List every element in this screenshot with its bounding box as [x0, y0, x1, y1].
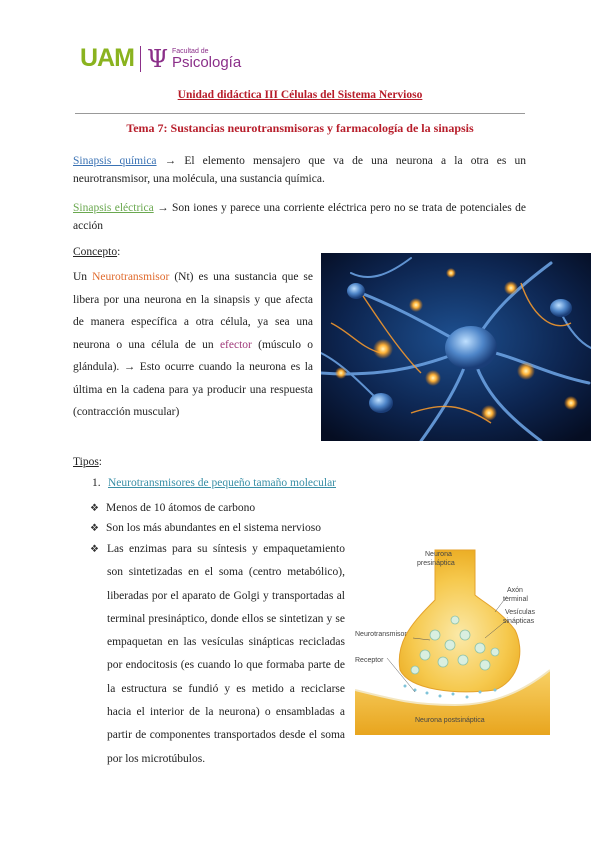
label-postsynaptic: Neurona postsináptica	[415, 717, 485, 724]
tipos-heading-text: Tipos	[73, 456, 99, 468]
concepto-paragraph	[73, 266, 313, 424]
unit-title: Unidad didáctica III Células del Sistema Nervioso	[177, 89, 423, 101]
label-vesicles-2: sinápticas	[503, 618, 535, 625]
diamond-bullet-icon: ❖	[90, 503, 99, 514]
concepto-heading	[73, 246, 120, 258]
topic-title: Tema 7: Sustancias neurotransmisoras y farmacología de la sinapsis	[126, 121, 474, 135]
logo-divider	[140, 46, 141, 72]
neurotransmisor-term: Neurotransmisor	[92, 271, 170, 283]
neuron-network-image	[321, 253, 591, 441]
synapse-diagram	[355, 540, 550, 735]
tipos-item-1	[92, 477, 336, 489]
bullet-text: Son los más abundantes en el sistema nervioso	[106, 522, 321, 534]
sinapsis-quimica-term: Sinapsis química	[73, 155, 157, 167]
bullet-item	[90, 538, 345, 765]
bullet-text: Las enzimas para su síntesis y empaquetamiento son sintetizadas en el soma (centro metabólico), liberadas por el aparato de Golgi y transportadas al terminal presináptico, donde ellos se sintetizan y se empaquetan en las vesículas sinápticas recicladas por endocitosis (es cuando lo que formaba parte de la estructura se fundió y es metido a reciclarse hacia el interior de la neurona) o ensambladas a partir de componentes transportados desde el soma por los microtúbulos.	[107, 543, 345, 765]
uam-psicologia-logo	[80, 44, 241, 73]
concepto-text-1: Un	[73, 271, 93, 283]
logo-faculty-small: Facultad de	[171, 47, 209, 55]
label-presynaptic-1: Neurona	[425, 551, 452, 558]
logo-faculty	[172, 48, 241, 70]
diamond-bullet-icon: ❖	[90, 523, 99, 534]
logo-faculty-name: Psicología	[171, 53, 242, 71]
item-label: Neurotransmisores de pequeño tamaño molecular	[108, 477, 337, 489]
bullet-item	[90, 517, 321, 540]
concepto-text-3: (músculo o glándula). → Esto ocurre cuando la neurona es la última en la cadena para ya producir una respuesta (contracción muscular)	[73, 338, 313, 418]
concepto-colon: :	[117, 246, 121, 258]
label-presynaptic-2: presináptica	[417, 560, 455, 567]
concepto-text-2: (Nt) es una sustancia que se libera por una neurona en la sinapsis y que afecta de manera específica a otra célula, ya sea una neurona o una célula de un	[73, 271, 313, 351]
label-receptor: Receptor	[355, 657, 384, 664]
sinapsis-electrica-term: Sinapsis eléctrica	[73, 202, 154, 214]
diamond-bullet-icon: ❖	[90, 544, 99, 555]
logo-uam: UAM	[80, 44, 134, 72]
label-axon-1: Axón	[507, 587, 523, 594]
label-axon-2: terminal	[503, 596, 528, 603]
title-divider	[75, 113, 525, 114]
label-vesicles-1: Vesículas	[505, 609, 535, 616]
sinapsis-quimica-text: → El elemento mensajero que va de una neurona a la otra es un neurotransmisor, una molécula, una sustancia química.	[73, 155, 526, 185]
efector-term: efector	[219, 338, 252, 351]
concepto-heading-text: Concepto	[73, 246, 118, 258]
sinapsis-electrica-text: → Son iones y parece una corriente eléctrica pero no se trata de potenciales de acción	[73, 202, 526, 232]
label-neurotransmitter: Neurotransmisor	[355, 631, 407, 638]
tipos-heading	[73, 456, 102, 468]
sinapsis-quimica-paragraph	[73, 152, 526, 188]
bullet-text: Menos de 10 átomos de carbono	[106, 502, 256, 514]
item-number: 1.	[92, 477, 101, 489]
psi-icon: Ψ	[146, 44, 168, 73]
sinapsis-electrica-paragraph	[73, 199, 526, 235]
tipos-colon: :	[98, 456, 102, 468]
